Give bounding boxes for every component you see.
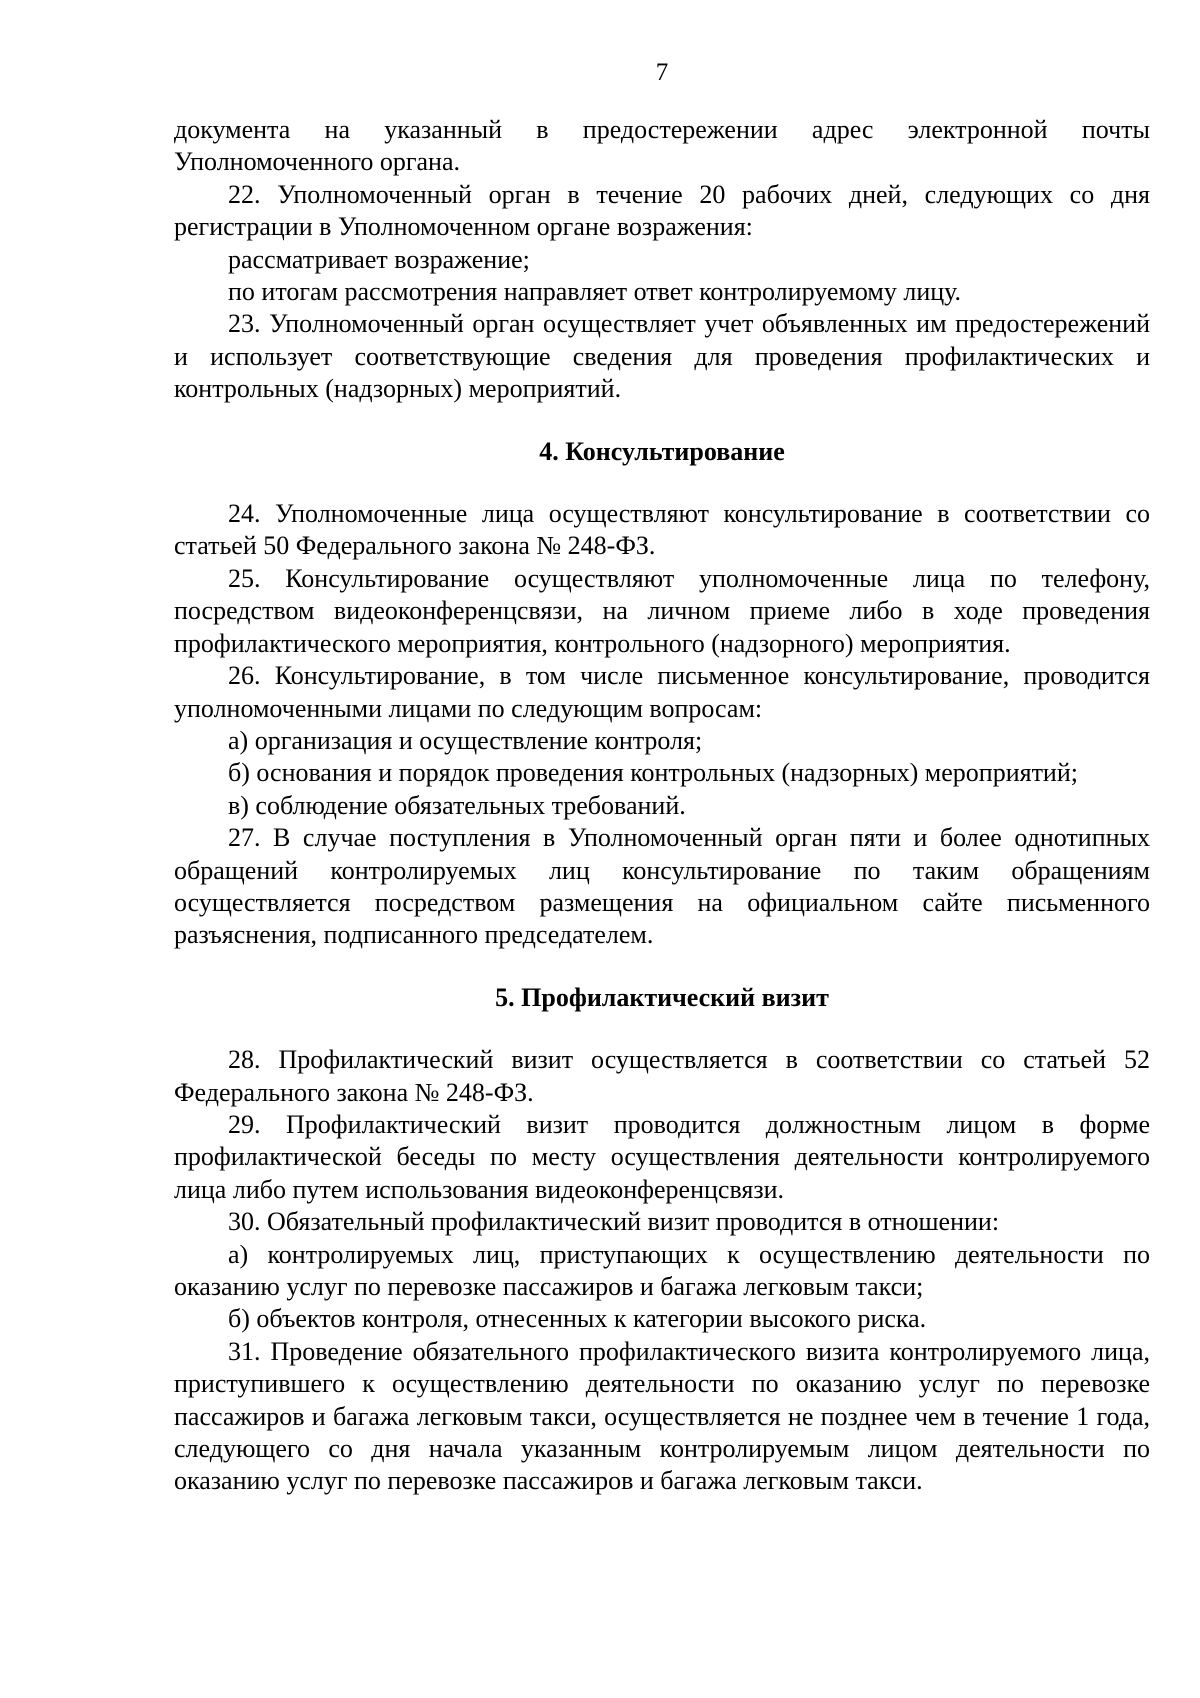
paragraph-31: 31. Проведение обязательного профилактического визита контролируемого лица, приступившего к осуществлению деятельности по оказанию услуг по перевозке пассажиров и багажа легковым такси, осуществляется не позднее чем в течение 1 года, следующего со дня начала указанным контролируемым лицом деятельности по оказанию услуг по перевозке пассажиров и багажа легковым такси. (174, 1336, 1150, 1496)
paragraph-30-item-b: б) объектов контроля, отнесенных к категории высокого риска. (228, 1304, 927, 1334)
paragraph-continuation: документа на указанный в предостережении адрес электронной почты Уполномоченного органа. (174, 115, 1150, 177)
page-number: 7 (655, 59, 669, 86)
paragraph-26-item-b: б) основания и порядок проведения контрольных (надзорных) мероприятий; (228, 758, 1078, 788)
document-page (174, 0, 1150, 1698)
paragraph-28: 28. Профилактический визит осуществляется в соответствии со статьей 52 Федерального закона № 248-ФЗ. (174, 1045, 1150, 1107)
paragraph-26: 26. Консультирование, в том числе письменное консультирование, проводится уполномоченными лицами по следующим вопросам: (174, 661, 1150, 723)
paragraph-26-item-v: в) соблюдение обязательных требований. (228, 790, 686, 820)
paragraph-30-item-a: а) контролируемых лиц, приступающих к осуществлению деятельности по оказанию услуг по перевозке пассажиров и багажа легковым такси; (174, 1239, 1150, 1301)
paragraph-22-item-2: по итогам рассмотрения направляет ответ контролируемому лицу. (228, 277, 962, 307)
section-5-heading: 5. Профилактический визит (495, 982, 829, 1012)
paragraph-30: 30. Обязательный профилактический визит проводится в отношении: (228, 1207, 1000, 1237)
paragraph-24: 24. Уполномоченные лица осуществляют консультирование в соответствии со статьей 50 Федерального закона № 248-ФЗ. (174, 499, 1150, 561)
paragraph-23: 23. Уполномоченный орган осуществляет учет объявленных им предостережений и использует соответствующие сведения для проведения профилактических и контрольных (надзорных) мероприятий. (174, 309, 1150, 404)
paragraph-22: 22. Уполномоченный орган в течение 20 рабочих дней, следующих со дня регистрации в Уполномоченном органе возражения: (174, 179, 1150, 242)
paragraph-27: 27. В случае поступления в Уполномоченный орган пяти и более однотипных обращений контролируемых лиц консультирование по таким обращениям осуществляется посредством размещения на официальном сайте письменного разъяснения, подписанного председателем. (174, 823, 1150, 950)
paragraph-25: 25. Консультирование осуществляют уполномоченные лица по телефону, посредством видеоконференцсвязи, на личном приеме либо в ходе проведения профилактического мероприятия, контрольного (надзорного) мероприятия. (174, 563, 1150, 658)
document-body (174, 114, 1150, 1498)
paragraph-26-item-a: а) организация и осуществление контроля; (228, 725, 703, 755)
section-4-heading: 4. Консультирование (539, 436, 785, 466)
paragraph-29: 29. Профилактический визит проводится должностным лицом в форме профилактической беседы по месту осуществления деятельности контролируемого лица либо путем использования видеоконференцсвязи. (174, 1109, 1150, 1204)
paragraph-22-item-1: рассматривает возражение; (228, 244, 530, 274)
